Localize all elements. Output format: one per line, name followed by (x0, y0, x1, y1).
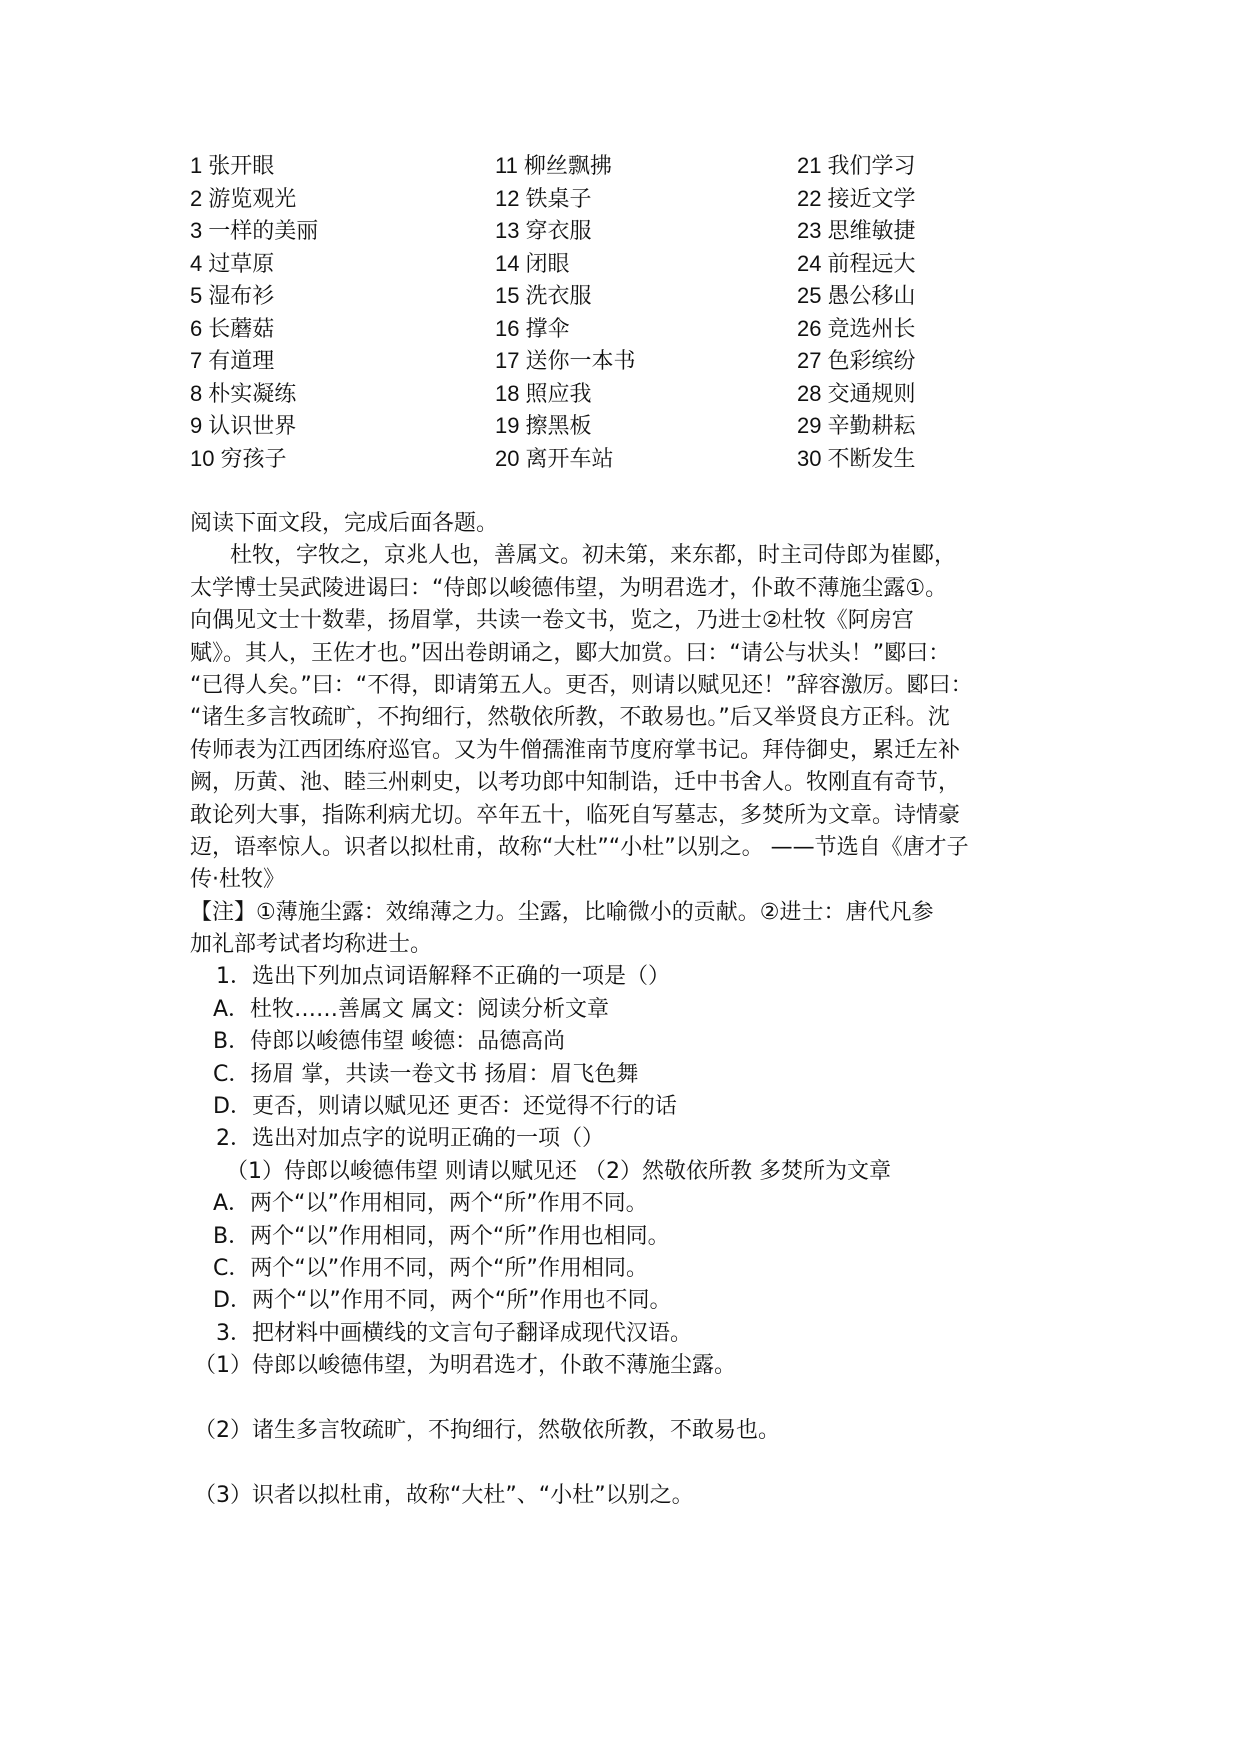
translation-item: （1）侍郎以峻德伟望，为明君选才，仆敢不薄施尘露。 (194, 1353, 736, 1379)
item-text: 铁桌子 (525, 186, 592, 212)
item-text: 愚公移山 (827, 284, 916, 309)
item-number: 2 (190, 185, 203, 211)
item-text: 竞选州长 (827, 316, 916, 342)
word-list-item (190, 183, 318, 216)
item-number: 21 (797, 153, 822, 178)
item-text: 朴实凝练 (208, 381, 297, 407)
word-list-item (797, 345, 916, 378)
item-number: 10 (190, 445, 215, 471)
question-stem: 1．选出下列加点词语解释不正确的一项是（） (216, 964, 670, 990)
passage-line: 杜牧，字牧之，京兆人也，善属文。初未第，来东都，时主司侍郎为崔郾， (230, 543, 957, 569)
question-3 (190, 1318, 1070, 1512)
word-list-item (190, 313, 318, 346)
item-number: 25 (797, 283, 822, 308)
item-text: 长蘑菇 (208, 316, 275, 342)
item-number: 30 (797, 445, 822, 471)
word-list-item (797, 313, 916, 346)
item-number: 18 (495, 380, 520, 406)
item-number: 19 (495, 413, 520, 438)
passage-line: 向偶见文士十数辈，扬眉掌，共读一卷文书，览之，乃进士②杜牧《阿房宫 (190, 608, 914, 634)
item-text: 撑伞 (525, 316, 570, 342)
item-number: 20 (495, 445, 520, 471)
item-number: 14 (495, 250, 520, 276)
word-list-item (190, 150, 318, 183)
word-list-column-1 (190, 150, 318, 475)
word-list-item (797, 378, 916, 411)
word-list-item (495, 248, 636, 281)
note-line: 加礼部考试者均称进士。 (190, 932, 433, 958)
item-number: 1 (190, 153, 203, 178)
item-text: 色彩缤纷 (827, 349, 916, 374)
item-text: 思维敏捷 (827, 219, 916, 244)
answer-space (190, 1447, 1070, 1479)
word-list-item (495, 410, 636, 443)
item-text: 穷孩子 (220, 446, 287, 472)
item-text: 送你一本书 (525, 349, 636, 374)
option-b: B．侍郎以峻德伟望 峻德：品德高尚 (213, 1029, 566, 1055)
word-list-item (495, 215, 636, 248)
passage-line: “已得人矣。”曰：“不得，即请第五人。更否，则请以赋见还！”辞容激厉。郾曰： (190, 672, 973, 698)
word-list-item (495, 313, 636, 346)
option-c: C．两个“以”作用不同，两个“所”作用相同。 (213, 1255, 648, 1281)
item-text: 洗衣服 (525, 284, 592, 309)
option-c: C．扬眉 掌，共读一卷文书 扬眉：眉飞色舞 (213, 1061, 639, 1087)
item-number: 9 (190, 413, 203, 438)
passage-line: 传师表为江西团练府巡官。又为牛僧孺淮南节度府掌书记。拜侍御史，累迁左补 (190, 737, 961, 763)
item-text: 交通规则 (827, 381, 916, 407)
item-text: 认识世界 (208, 414, 297, 439)
item-text: 照应我 (525, 381, 592, 407)
question-stem: 3．把材料中画横线的文言句子翻译成现代汉语。 (216, 1320, 692, 1346)
item-text: 闭眼 (525, 251, 570, 277)
item-number: 28 (797, 380, 822, 406)
item-number: 24 (797, 250, 822, 276)
passage-line: 迈，语率惊人。识者以拟杜甫，故称“大杜”“小杜”以别之。 ——节选自《唐才子 (190, 834, 969, 860)
word-list-item (495, 345, 636, 378)
word-list-item (797, 443, 916, 476)
passage (190, 540, 1070, 896)
option-d: D．两个“以”作用不同，两个“所”作用也不同。 (213, 1288, 672, 1314)
translation-item: （2）诸生多言牧疏旷，不拘细行，然敬依所教，不敢易也。 (194, 1417, 780, 1443)
item-text: 不断发生 (827, 446, 916, 472)
passage-line: 太学博士吴武陵进谒曰：“侍郎以峻德伟望，为明君选才，仆敢不薄施尘露①。 (190, 575, 948, 601)
annotation-note (190, 897, 1070, 962)
question-sub-items: （1）侍郎以峻德伟望 则请以赋见还 （2）然敬依所教 多焚所为文章 (226, 1158, 891, 1184)
word-list-item (797, 150, 916, 183)
word-list-item (797, 215, 916, 248)
reading-instruction: 阅读下面文段，完成后面各题。 (190, 511, 499, 536)
item-number: 6 (190, 315, 203, 341)
note-line: 【注】①薄施尘露：效绵薄之力。尘露，比喻微小的贡献。②进士：唐代凡参 (190, 899, 934, 925)
item-number: 22 (797, 185, 822, 211)
item-number: 26 (797, 315, 822, 341)
word-list-column-3 (797, 150, 916, 475)
item-number: 17 (495, 348, 520, 373)
word-list-item (797, 183, 916, 216)
item-number: 5 (190, 283, 203, 308)
word-list-item (190, 443, 318, 476)
item-text: 前程远大 (827, 251, 916, 277)
item-text: 接近文学 (827, 186, 916, 212)
word-list-item (495, 443, 636, 476)
item-number: 7 (190, 348, 203, 373)
item-text: 一样的美丽 (208, 219, 319, 244)
word-list-column-2 (495, 150, 636, 475)
item-text: 穿衣服 (525, 219, 592, 244)
word-list-item (797, 248, 916, 281)
question-stem: 2．选出对加点字的说明正确的一项（） (216, 1126, 604, 1152)
reading-article (190, 508, 1070, 1512)
word-list-item (797, 280, 916, 313)
word-list-item (495, 183, 636, 216)
item-text: 湿布衫 (208, 284, 275, 309)
option-a: A．杜牧……善属文 属文：阅读分析文章 (213, 996, 610, 1022)
item-number: 23 (797, 218, 822, 243)
item-number: 4 (190, 250, 203, 276)
item-text: 游览观光 (208, 186, 297, 212)
question-2 (190, 1123, 1070, 1317)
item-number: 15 (495, 283, 520, 308)
item-text: 辛勤耕耘 (827, 414, 916, 439)
item-text: 张开眼 (208, 154, 275, 179)
word-list-item (190, 345, 318, 378)
item-number: 3 (190, 218, 203, 243)
item-text: 柳丝飘拂 (523, 154, 612, 179)
item-number: 8 (190, 380, 203, 406)
option-b: B．两个“以”作用相同，两个“所”作用也相同。 (213, 1223, 670, 1249)
item-number: 11 (495, 153, 518, 178)
item-number: 27 (797, 348, 822, 373)
item-number: 16 (495, 315, 520, 341)
passage-line: 传·杜牧》 (190, 867, 285, 893)
item-number: 29 (797, 413, 822, 438)
item-text: 离开车站 (525, 446, 614, 472)
word-list-item (190, 280, 318, 313)
word-list-item (190, 378, 318, 411)
word-list-item (190, 410, 318, 443)
passage-line: “诸生多言牧疏旷，不拘细行，然敬依所教，不敢易也。”后又举贤良方正科。沈 (190, 705, 950, 731)
word-list-item (797, 410, 916, 443)
passage-line: 阙，历黄、池、睦三州刺史，以考功郎中知制诰，迁中书舍人。牧刚直有奇节， (190, 770, 961, 796)
translation-item: （3）识者以拟杜甫，故称“大杜”、“小杜”以别之。 (194, 1482, 694, 1508)
word-list-item (495, 378, 636, 411)
option-d: D．更否，则请以赋见还 更否：还觉得不行的话 (213, 1094, 677, 1120)
word-list-item (495, 150, 636, 183)
word-list-item (495, 280, 636, 313)
question-1 (190, 961, 1070, 1123)
word-list-item (190, 248, 318, 281)
answer-space (190, 1383, 1070, 1415)
item-text: 过草原 (208, 251, 275, 277)
passage-line: 敢论列大事，指陈利病尤切。卒年五十，临死自写墓志，多焚所为文章。诗情豪 (190, 802, 961, 828)
item-number: 12 (495, 185, 520, 211)
item-text: 我们学习 (827, 154, 916, 179)
passage-line: 赋》。其人，王佐才也。”因出卷朗诵之，郾大加赏。曰：“请公与状头！”郾曰： (190, 640, 951, 666)
item-number: 13 (495, 218, 520, 243)
item-text: 擦黑板 (525, 414, 592, 439)
item-text: 有道理 (208, 349, 275, 374)
word-list-item (190, 215, 318, 248)
option-a: A．两个“以”作用相同，两个“所”作用不同。 (213, 1191, 648, 1217)
